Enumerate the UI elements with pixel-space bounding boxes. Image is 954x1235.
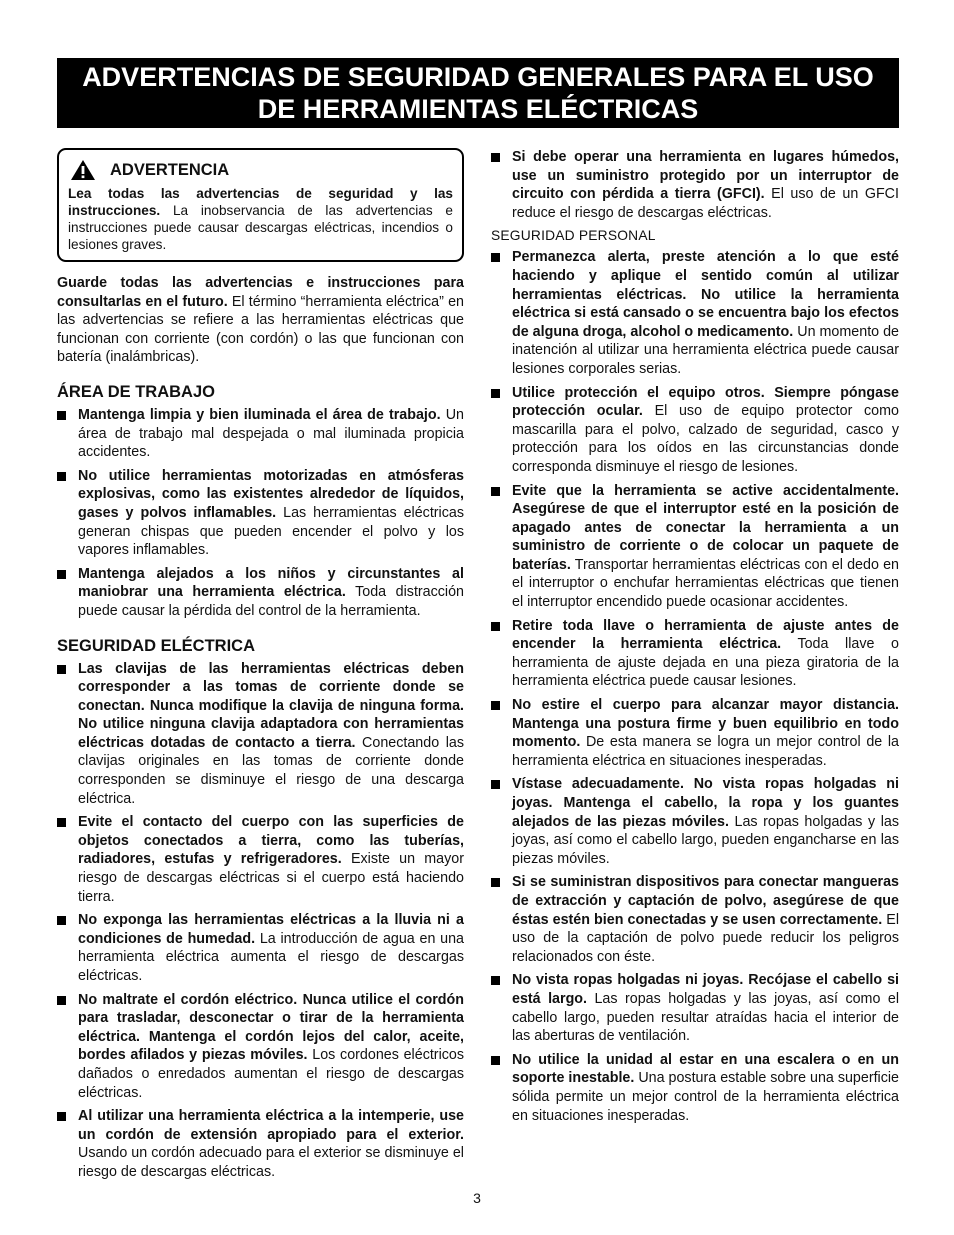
electrica-list xyxy=(57,660,464,1182)
title-line-1: ADVERTENCIAS DE SEGURIDAD GENERALES PARA EL USO xyxy=(82,62,874,92)
list-item: Evite que la herramienta se active accidentalmente. Asegúrese de que el interruptor esté en la posición de apagado antes de conectar la herramienta a un suministro de corriente o de colocar un paquete de baterías. Transportar herramientas eléctricas con el dedo en el interruptor o enchufar herramientas eléctricas que tienen el interruptor encendido puede ocasionar accidentes. xyxy=(491,482,899,612)
list-item: Vístase adecuadamente. No vista ropas holgadas ni joyas. Mantenga el cabello, la ropa y los guantes alejados de las piezas móviles. Las ropas holgadas y las joyas, así como el cabello largo, pueden engancharse en las piezas móviles. xyxy=(491,775,899,868)
square-bullet-icon xyxy=(57,818,66,827)
right-column xyxy=(491,148,899,1130)
page-number: 3 xyxy=(473,1190,481,1206)
personal-list xyxy=(491,248,899,1125)
list-item: No utilice la unidad al estar en una escalera o en un soporte inestable. Una postura estable sobre una superficie sólida permite un mejor control de la herramienta eléctrica en situaciones inesperadas. xyxy=(491,1051,899,1125)
square-bullet-icon xyxy=(491,622,500,631)
list-item: Mantenga alejados a los niños y circunstantes al maniobrar una herramienta eléctrica. Toda distracción puede causar la pérdida del control de la herramienta. xyxy=(57,565,464,621)
list-item: Si debe operar una herramienta en lugares húmedos, use un suministro protegido por un interruptor de circuito con pérdida a tierra (GFCI). El uso de un GFCI reduce el riesgo de descargas eléctricas. xyxy=(491,148,899,222)
square-bullet-icon xyxy=(57,1112,66,1121)
list-item: No exponga las herramientas eléctricas a la lluvia ni a condiciones de humedad. La introducción de agua en una herramienta eléctrica aumenta el riesgo de descargas eléctricas. xyxy=(57,911,464,985)
area-list xyxy=(57,406,464,621)
list-item: Las clavijas de las herramientas eléctricas deben corresponder a las tomas de corriente donde se conectan. Nunca modifique la clavija de ninguna forma. No utilice ninguna clavija adaptadora con herramientas eléctricas dotadas de contacto a tierra. Conectando las clavijas originales en las tomas de corriente donde corresponden se disminuye el riesgo de una descarga eléctrica. xyxy=(57,660,464,809)
list-item: Mantenga limpia y bien iluminada el área de trabajo. Un área de trabajo mal despejada o mal iluminada propicia accidentes. xyxy=(57,406,464,462)
square-bullet-icon xyxy=(491,487,500,496)
square-bullet-icon xyxy=(57,570,66,579)
list-item: No utilice herramientas motorizadas en atmósferas explosivas, como las existentes alrededor de líquidos, gases y polvos inflamables. Las herramientas eléctricas generan chispas que pueden encender el polvo y los vapores inflamables. xyxy=(57,467,464,560)
page-title-banner xyxy=(57,58,899,128)
heading-seguridad-electrica: SEGURIDAD ELÉCTRICA xyxy=(57,636,256,655)
list-item: Retire toda llave o herramienta de ajuste antes de encender la herramienta eléctrica. Toda llave o herramienta de ajuste dejada en una pieza giratoria de la herramienta eléctrica puede causar lesiones. xyxy=(491,617,899,691)
square-bullet-icon xyxy=(491,780,500,789)
list-item: No vista ropas holgadas ni joyas. Recójase el cabello si está largo. Las ropas holgadas y las joyas, así como el cabello largo, pueden resultar atraídas hacia el interior de las aberturas de ventilación. xyxy=(491,971,899,1045)
heading-seguridad-personal: SEGURIDAD PERSONAL xyxy=(491,228,656,244)
list-item: No estire el cuerpo para alcanzar mayor distancia. Mantenga una postura firme y buen equilibrio en todo momento. De esta manera se logra un mejor control de la herramienta eléctrica en situaciones inesperadas. xyxy=(491,696,899,770)
left-column xyxy=(57,148,464,1187)
square-bullet-icon xyxy=(57,916,66,925)
square-bullet-icon xyxy=(491,878,500,887)
square-bullet-icon xyxy=(491,389,500,398)
list-item: Si se suministran dispositivos para conectar mangueras de extracción y captación de polvo, asegúrese de que éstas estén bien conectadas y se usen correctamente. El uso de la captación de polvo puede reducir los peligros relacionados con éste. xyxy=(491,873,899,966)
square-bullet-icon xyxy=(491,976,500,985)
list-item: No maltrate el cordón eléctrico. Nunca utilice el cordón para trasladar, desconectar o tirar de la herramienta eléctrica. Mantenga el cordón lejos del calor, aceite, bordes afilados y piezas móviles. Los cordones eléctricos dañados o enredados aumentan el riesgo de descargas eléctricas. xyxy=(57,991,464,1103)
list-item: Permanezca alerta, preste atención a lo que esté haciendo y aplique el sentido común al utilizar herramientas eléctricas. No utilice la herramienta eléctrica si está cansado o se encuentra bajo los efectos de alguna droga, alcohol o medicamento. Un momento de inatención al utilizar una herramienta eléctrica puede causar lesiones corporales serias. xyxy=(491,248,899,378)
title-line-2: DE HERRAMIENTAS ELÉCTRICAS xyxy=(257,94,699,124)
list-item: Evite el contacto del cuerpo con las superficies de objetos conectados a tierra, como las tuberías, radiadores, estufas y refrigeradores. Existe un mayor riesgo de descargas eléctricas si el cuerpo está haciendo tierra. xyxy=(57,813,464,906)
square-bullet-icon xyxy=(57,411,66,420)
square-bullet-icon xyxy=(491,701,500,710)
list-item: Al utilizar una herramienta eléctrica a la intemperie, use un cordón de extensión apropiado para el exterior. Usando un cordón adecuado para el exterior se disminuye el riesgo de descargas eléctricas. xyxy=(57,1107,464,1181)
warning-title: ADVERTENCIA xyxy=(110,160,230,179)
square-bullet-icon xyxy=(491,1056,500,1065)
warning-header xyxy=(68,159,453,181)
warning-triangle-icon xyxy=(70,159,96,181)
square-bullet-icon xyxy=(57,996,66,1005)
square-bullet-icon xyxy=(57,665,66,674)
square-bullet-icon xyxy=(491,253,500,262)
list-item: Utilice protección el equipo otros. Siempre póngase protección ocular. El uso de equipo protector como mascarilla para el polvo, calzado de seguridad, casco y protección para los oídos en las circunstancias donde corresponda disminuye el riesgo de lesiones. xyxy=(491,384,899,477)
warning-text: Lea todas las advertencias de seguridad y las instrucciones. La inobservancia de las advertencias e instrucciones puede causar descargas eléctricas, incendios o lesiones graves. xyxy=(68,186,453,252)
warning-box xyxy=(57,148,464,262)
square-bullet-icon xyxy=(491,153,500,162)
square-bullet-icon xyxy=(57,472,66,481)
intro-paragraph: Guarde todas las advertencias e instrucciones para consultarlas en el futuro. El término “herramienta eléctrica” en las advertencias se refiere a las herramientas eléctricas que funcionan con corriente (con cordón) o las que funcionan con batería (inalámbricas). xyxy=(57,275,464,366)
heading-area-de-trabajo: ÁREA DE TRABAJO xyxy=(57,382,215,401)
